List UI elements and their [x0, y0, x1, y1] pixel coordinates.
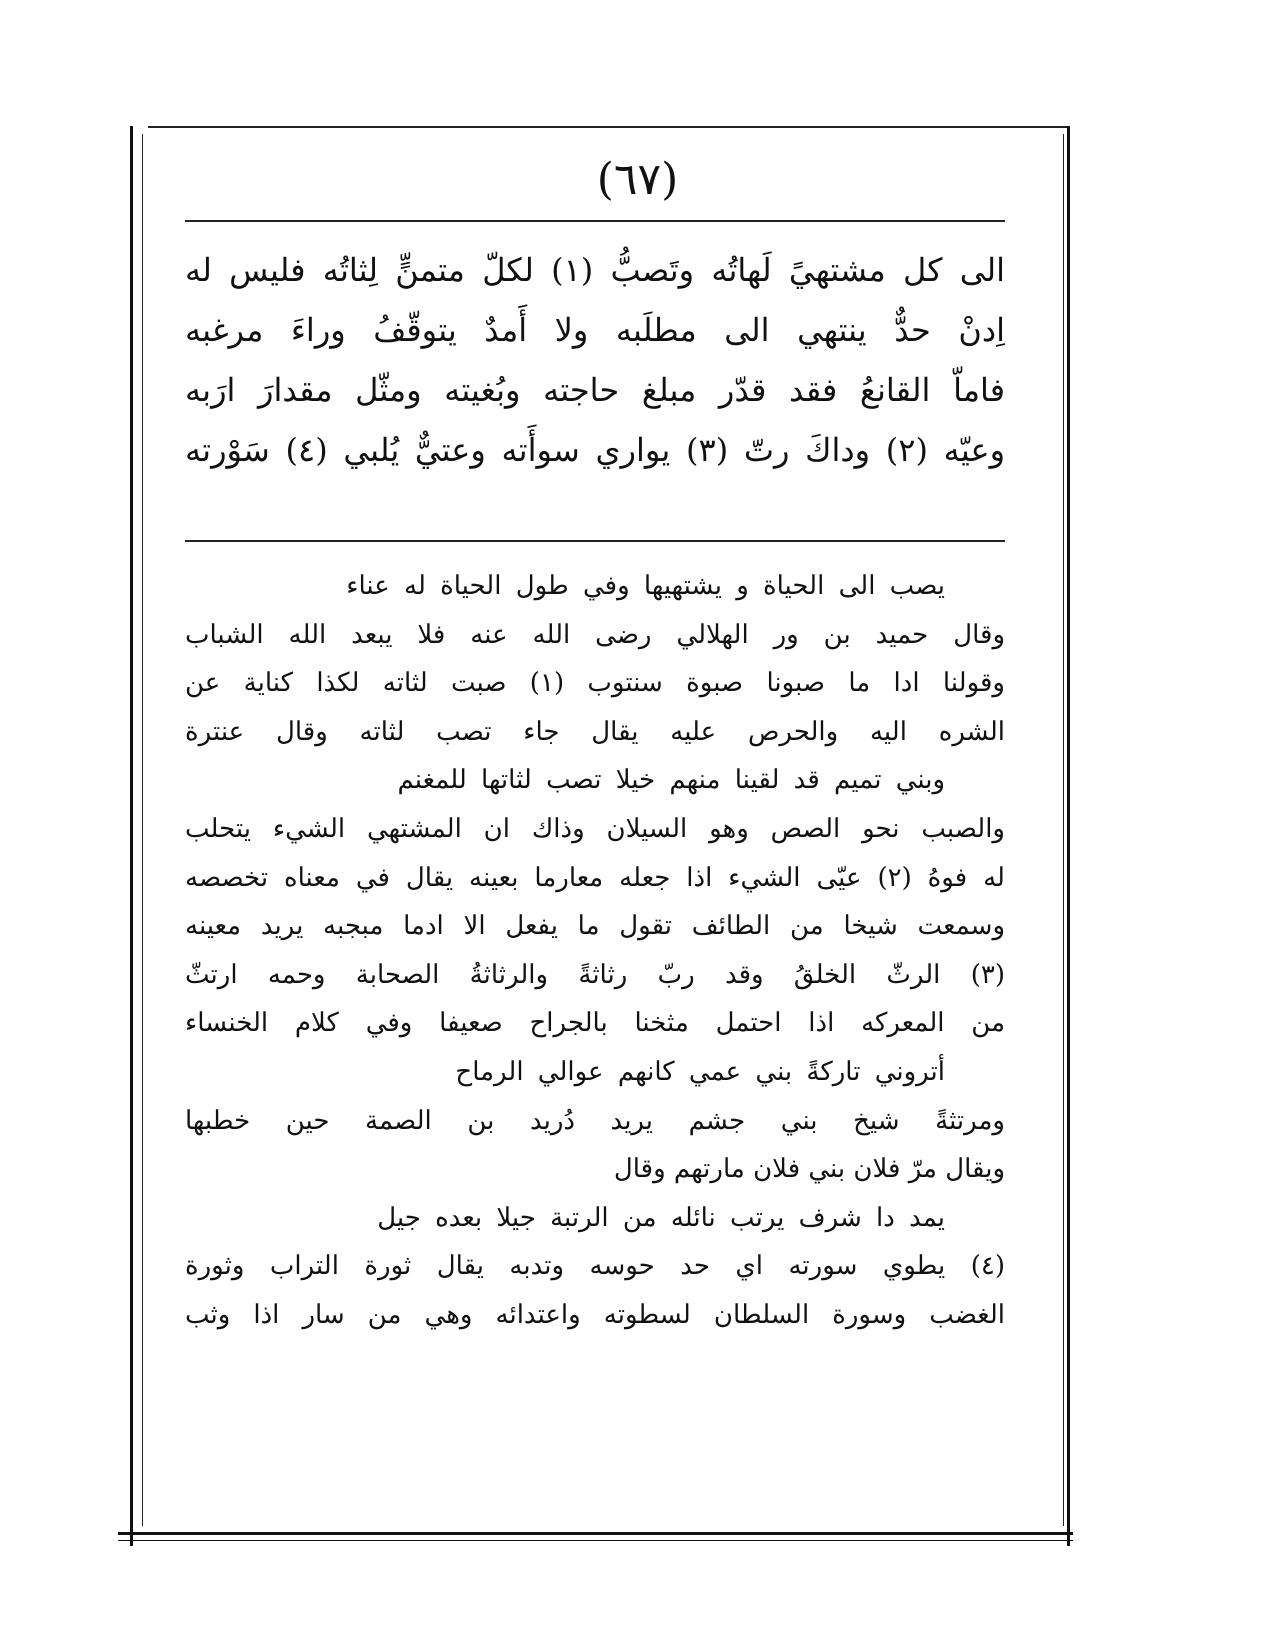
footnote-line: من المعركه اذا احتمل مثخنا بالجراح صعيفا وفي كلام الخنساء: [185, 1008, 1005, 1039]
footnote-line: والصبب نحو الصص وهو السيلان وذاك ان المشتهي الشيء يتحلب: [185, 813, 1005, 844]
footnote-line: (٤) يطوي سورته اي حد حوسه وتدبه يقال ثورة التراب وثورة: [185, 1251, 1005, 1282]
main-text-line: فاماّ القانعُ فقد قدّر مبلغ حاجته وبُغيته ومثّل مقدارَ ارَبه: [185, 371, 1005, 409]
footnote-separator-rule: [185, 540, 1005, 542]
page-number: (٦٧): [596, 154, 679, 205]
footnote-line: الغضب وسورة السلطان لسطوته واعتدائه وهي من سار اذا وثب: [185, 1299, 1005, 1330]
main-text-line: اِدنْ حدٌّ ينتهي الى مطلَبه ولا أَمدٌ يتوقّفُ وراءَ مرغبه: [185, 311, 1005, 349]
footnote-line: يصب الى الحياة و يشتهيها وفي طول الحياة له عناء: [346, 571, 945, 601]
footnote-line: وسمعت شيخا من الطائف تقول ما يفعل الا ادما مبجبه يريد معينه: [185, 911, 1005, 942]
main-text-line: الى كل مشتهيً لَهاتُه وتَصبُّ (١) لكلّ متمنٍّ لِثاتُه فليس له: [185, 251, 1005, 289]
footnote-line: وبني تميم قد لقينا منهم خيلا تصب لثاتها للمغنم: [397, 765, 945, 796]
footnote-line: أتروني تاركةً بني عمي كانهم عوالي الرماح: [455, 1056, 945, 1087]
footnote-line: ويقال مرّ فلان بني فلان مارتهم وقال: [613, 1154, 1005, 1185]
footnotes: [185, 562, 1005, 1340]
main-text: [185, 240, 1005, 480]
footnote-line: وقال حميد بن ور الهلالي رضى الله عنه فلا يبعد الله الشباب: [185, 619, 1005, 650]
frame-bottom-rule-thin: [118, 1540, 1073, 1541]
frame-bottom-rule-thick: [118, 1532, 1073, 1535]
footnote-line: يمد دا شرف يرتب نائله من الرتبة جيلا بعده جيل: [377, 1202, 945, 1233]
footnote-line: له فوهُ (٢) عيّى الشيء اذا جعله معارما بعينه يقال في معناه تخصصه: [185, 862, 1005, 893]
footnote-line: ومرتثةً شيخ بني جشم يريد دُريد بن الصمة حين خطبها: [185, 1105, 1005, 1136]
footnote-line: وقولنا ادا ما صبونا صبوة سنتوب (١) صبت لثاته لكذا كناية عن: [185, 668, 1005, 699]
header-rule: [185, 220, 1005, 222]
footnote-line: الشره اليه والحرص عليه يقال جاء تصب لثاته وقال عنترة: [185, 716, 1005, 747]
footnote-line: (٣) الرثّ الخلقُ وقد ربّ رثاثةً والرثاثةُ الصحابة وحمه ارتثّ: [185, 959, 1005, 990]
main-text-line: وعيّه (٢) وداكَ رتّ (٣) يواري سوأَته وعتيٌّ يُلبي (٤) سَوْرته: [185, 431, 1005, 469]
